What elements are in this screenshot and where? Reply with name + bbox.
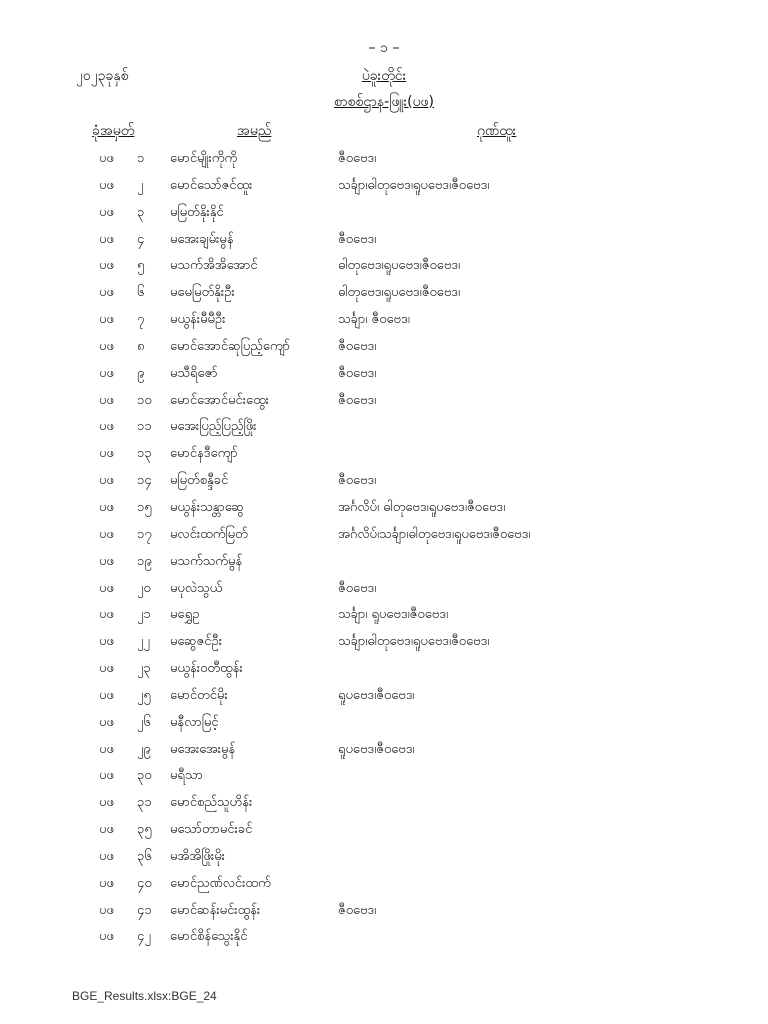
result-row	[0, 468, 768, 495]
result-row	[0, 414, 768, 441]
result-row	[0, 763, 768, 790]
roll-prefix: ပဖ	[99, 204, 114, 220]
roll-number: ၅	[137, 258, 145, 274]
distinction-subjects: အင်္ဂလိပ်၊ ဓါတုဗေဒ၊ရူပဗေဒ၊ဇီဝဗေဒ၊	[338, 499, 506, 515]
distinction-subjects: ဇီဝဗေဒ၊	[338, 231, 377, 247]
result-row	[0, 871, 768, 898]
result-row	[0, 441, 768, 468]
roll-prefix: ပဖ	[99, 822, 114, 838]
roll-prefix: ပဖ	[99, 499, 114, 515]
roll-number: ၃၁	[137, 795, 152, 811]
result-row	[0, 173, 768, 200]
roll-number: ၁၃	[137, 446, 152, 462]
result-row	[0, 280, 768, 307]
region-title: ပဲခူးတိုင်း	[361, 68, 407, 84]
distinction-subjects: အင်္ဂလိပ်၊သင်္ချာ၊ဓါတုဗေဒ၊ရူပဗေဒ၊ဇီဝဗေဒ၊	[338, 526, 531, 542]
roll-number: ၂၁	[137, 607, 151, 623]
roll-prefix: ပဖ	[99, 768, 114, 784]
roll-prefix: ပဖ	[99, 929, 114, 945]
result-row	[0, 307, 768, 334]
roll-prefix: ပဖ	[99, 875, 114, 891]
result-row	[0, 629, 768, 656]
roll-prefix: ပဖ	[99, 661, 114, 677]
result-row	[0, 656, 768, 683]
roll-prefix: ပဖ	[99, 714, 114, 730]
result-row	[0, 334, 768, 361]
roll-prefix: ပဖ	[99, 312, 114, 328]
distinction-subjects: ရူပဗေဒ၊ဇီဝဗေဒ၊	[338, 741, 415, 757]
student-name: မဆွေဇင်ဦး	[170, 634, 222, 650]
roll-number: ၃၅	[137, 822, 152, 838]
result-row	[0, 790, 768, 817]
page-number: – ၁ –	[368, 40, 400, 56]
distinction-subjects: ဇီဝဗေဒ၊	[338, 580, 377, 596]
distinction-subjects: ဇီဝဗေဒ၊	[338, 392, 377, 408]
result-row	[0, 898, 768, 925]
roll-prefix: ပဖ	[99, 795, 114, 811]
exam-year: ၂၀၂၃ခုနှစ်	[76, 68, 129, 84]
roll-prefix: ပဖ	[99, 607, 114, 623]
student-name: မရီသာ	[170, 768, 203, 784]
result-row	[0, 200, 768, 227]
result-row	[0, 227, 768, 254]
result-row	[0, 710, 768, 737]
distinction-subjects: ဇီဝဗေဒ၊	[338, 473, 377, 489]
result-row	[0, 495, 768, 522]
roll-prefix: ပဖ	[99, 580, 114, 596]
roll-number: ၂	[137, 177, 144, 193]
result-row	[0, 522, 768, 549]
roll-prefix: ပဖ	[99, 741, 114, 757]
distinction-subjects: ဇီဝဗေဒ၊	[338, 338, 377, 354]
roll-prefix: ပဖ	[99, 634, 114, 650]
student-name: မသက်အိအိအောင်	[170, 258, 258, 274]
roll-prefix: ပဖ	[99, 231, 114, 247]
roll-prefix: ပဖ	[99, 473, 114, 489]
roll-number: ၄၁	[137, 902, 152, 918]
roll-number: ၂၃	[137, 661, 151, 677]
student-name: မောင်တင်မိုး	[170, 687, 228, 703]
roll-number: ၁၇	[137, 526, 152, 542]
student-name: မအေးအေးမွန်	[170, 741, 236, 757]
roll-prefix: ပဖ	[99, 419, 114, 435]
distinction-subjects: သင်္ချာ၊ ရူပဗေဒ၊ဇီဝဗေဒ၊	[338, 607, 449, 623]
roll-prefix: ပဖ	[99, 365, 114, 381]
roll-number: ၂၆	[137, 714, 151, 730]
roll-prefix: ပဖ	[99, 258, 114, 274]
student-name: မမြတ်နိုးနိုင်	[170, 204, 224, 220]
result-row	[0, 683, 768, 710]
student-name: မောင်မျိုးကိုကို	[170, 151, 238, 166]
roll-prefix: ပဖ	[99, 338, 114, 354]
distinction-subjects: ရူပဗေဒ၊ဇီဝဗေဒ၊	[338, 687, 415, 703]
roll-prefix: ပဖ	[99, 446, 114, 462]
roll-number: ၃	[137, 204, 145, 220]
result-row	[0, 146, 768, 173]
roll-number: ၁၅	[137, 499, 152, 515]
roll-number: ၂၂	[137, 634, 150, 650]
roll-number: ၆	[137, 285, 145, 301]
result-row	[0, 361, 768, 388]
student-name: မမြတ်စန္ဒီခင်	[170, 473, 229, 489]
student-name: မအေးချမ်းမွန်	[170, 231, 234, 247]
result-row	[0, 549, 768, 576]
roll-prefix: ပဖ	[99, 848, 114, 864]
distinction-subjects: ဇီဝဗေဒ၊	[338, 151, 377, 166]
student-name: မနီလာမြင့်	[170, 714, 219, 730]
exam-center-subtitle: စာစစ်ဌာန-ဖြူး(ပဖ)	[333, 94, 435, 110]
distinction-subjects: သင်္ချာ၊ဓါတုဗေဒ၊ရူပဗေဒ၊ဇီဝဗေဒ၊	[338, 634, 490, 650]
student-name: မသက်သက်မွန်	[170, 553, 243, 569]
result-row	[0, 924, 768, 951]
distinction-subjects: သင်္ချာ၊ ဇီဝဗေဒ၊	[338, 312, 410, 328]
roll-number: ၁၁	[137, 419, 152, 435]
result-row	[0, 844, 768, 871]
results-list	[0, 146, 768, 951]
roll-number: ၇	[137, 312, 145, 328]
student-name: မယွန်းဝတီထွန်း	[170, 661, 243, 677]
roll-prefix: ပဖ	[99, 285, 114, 301]
roll-number: ၂၅	[137, 687, 151, 703]
roll-number: ၁၀	[137, 392, 152, 408]
distinction-subjects: သင်္ချာ၊ဓါတုဗေဒ၊ရူပဗေဒ၊ဇီဝဗေဒ၊	[338, 177, 490, 193]
student-name: မသီရိဇော်	[170, 365, 218, 381]
result-row	[0, 576, 768, 603]
roll-number: ၉	[137, 365, 145, 381]
roll-number: ၁၄	[137, 473, 152, 489]
student-name: မပုလဲသွယ်	[170, 580, 223, 596]
roll-number: ၁၉	[137, 553, 152, 569]
roll-number: ၈	[137, 338, 145, 354]
source-file-label: BGE_Results.xlsx:BGE_24	[72, 989, 217, 1003]
result-row	[0, 253, 768, 280]
student-name: မအေးပြည့်ပြည့်ဖြိုး	[170, 419, 257, 435]
roll-prefix: ပဖ	[99, 687, 114, 703]
distinction-subjects: ဓါတုဗေဒ၊ရူပဗေဒ၊ဇီဝဗေဒ၊	[338, 258, 461, 274]
roll-number: ၃၀	[137, 768, 152, 784]
roll-prefix: ပဖ	[99, 177, 114, 193]
distinction-subjects: ဇီဝဗေဒ၊	[338, 902, 377, 918]
roll-number: ၁	[137, 151, 145, 166]
student-name: မောင်စည်သူဟိန်း	[170, 795, 253, 811]
student-name: မောင်ညဏ်လင်းထက်	[170, 875, 271, 891]
roll-number: ၄၀	[137, 875, 152, 891]
student-name: မသော်တာမင်းခင်	[170, 822, 253, 838]
roll-number: ၂၉	[137, 741, 151, 757]
student-name: မောင်အောင်မင်းထွေး	[170, 392, 269, 408]
distinction-subjects: ဇီဝဗေဒ၊	[338, 365, 377, 381]
student-name: မယွန်းသန္တာဆွေ	[170, 499, 244, 515]
student-name: မောင်နဒီကျော်	[170, 446, 238, 462]
student-name: မမေမြတ်နိုးဦး	[170, 285, 235, 301]
student-name: မောင်စိန်သွေးနိုင်	[170, 929, 248, 945]
distinction-subjects: ဓါတုဗေဒ၊ရူပဗေဒ၊ဇီဝဗေဒ၊	[338, 285, 461, 301]
student-name: မယွန်းမီမီဦး	[170, 312, 226, 328]
roll-prefix: ပဖ	[99, 526, 114, 542]
column-headers	[0, 121, 768, 143]
roll-number: ၃၆	[137, 848, 152, 864]
roll-prefix: ပဖ	[99, 392, 114, 408]
student-name: မရွှေဥ	[170, 607, 200, 623]
student-name: မအိအိဖြိုးမိုး	[170, 848, 225, 864]
result-row	[0, 817, 768, 844]
roll-prefix: ပဖ	[99, 553, 114, 569]
roll-number: ၄၂	[137, 929, 151, 945]
student-name: မလင်းထက်မြတ်	[170, 526, 248, 542]
student-name: မောင်သော်ဇင်ထူး	[170, 177, 253, 193]
roll-number: ၄	[137, 231, 145, 247]
result-row	[0, 602, 768, 629]
student-name: မောင်အောင်ဆုပြည့်ကျော်	[170, 338, 290, 354]
student-name: မောင်ဆန်းမင်းထွန်း	[170, 902, 261, 918]
name-header: အမည်	[237, 123, 272, 139]
roll-number: ၂၀	[137, 580, 151, 596]
result-row	[0, 388, 768, 415]
roll-prefix: ပဖ	[99, 151, 114, 166]
roll-prefix: ပဖ	[99, 902, 114, 918]
roll-number-header: ခုံအမှတ်	[92, 123, 135, 139]
distinction-header: ဂုဏ်ထူး	[477, 123, 517, 139]
result-row	[0, 737, 768, 764]
